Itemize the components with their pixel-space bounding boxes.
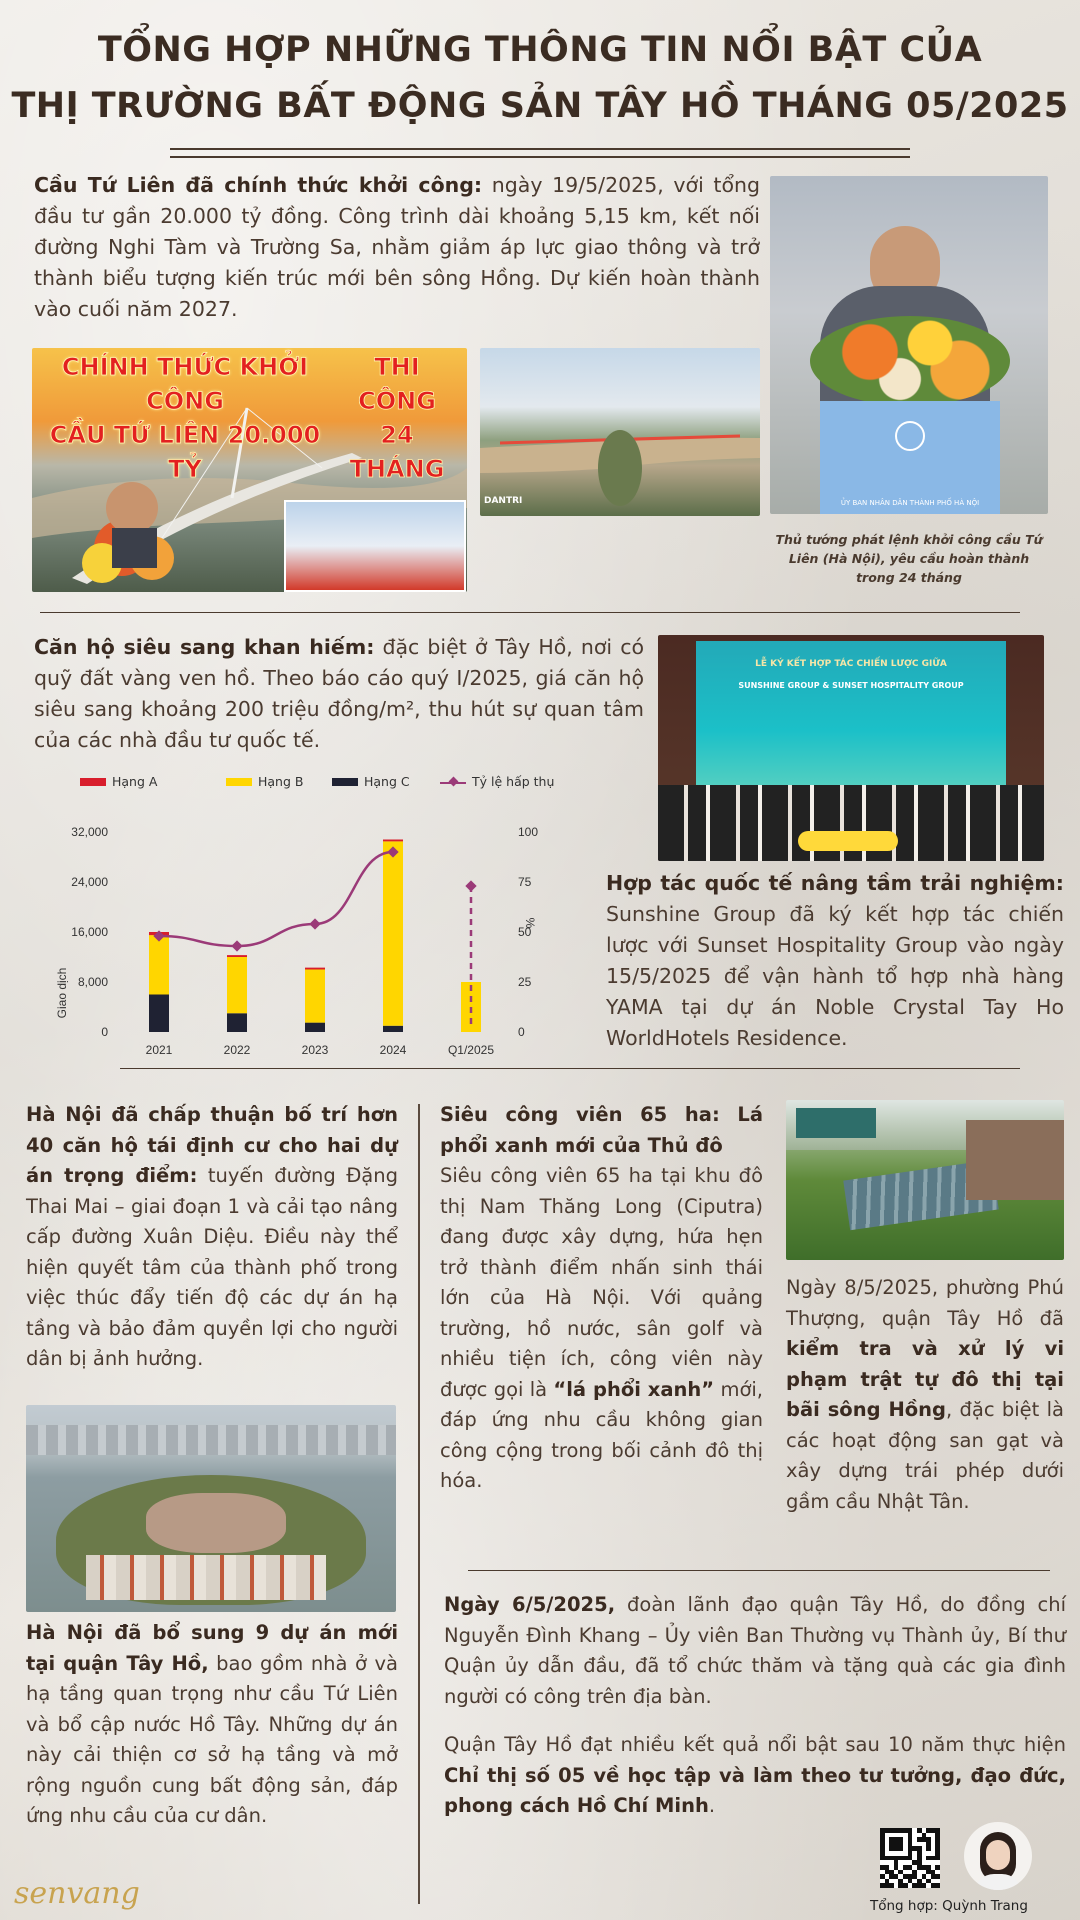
section-new-projects xyxy=(26,1618,398,1832)
banner-line2: CẦU TỨ LIÊN 20.000 TỶ xyxy=(49,421,321,483)
page-title-line2: THỊ TRƯỜNG BẤT ĐỘNG SẢN TÂY HỒ THÁNG 05/2025 xyxy=(11,86,1069,126)
title-divider-top xyxy=(170,148,910,150)
section-body-end: mới, đáp ứng nhu cầu không gian công cộng trong bối cảnh đô thị hóa. xyxy=(440,1377,763,1492)
legend-label-b: Hạng B xyxy=(258,774,304,789)
chart-plot xyxy=(40,788,600,1078)
x-tick-label: 2021 xyxy=(145,1043,173,1057)
transaction-chart xyxy=(40,768,600,1068)
y2-tick-label: 25 xyxy=(518,975,532,989)
section-body: Siêu công viên 65 ha tại khu đô thị Nam Thăng Long (Ciputra) đang được xây dựng, hứa hẹn trở thành điểm nhấn sinh thái lớn của Hà Nội. Với quảng trường, hồ nước, sân golf và nhiều tiện ích, công viên này được gọi là xyxy=(440,1164,763,1401)
qr-code[interactable] xyxy=(880,1828,940,1888)
legend-label-line: Tỷ lệ hấp thụ xyxy=(472,774,555,789)
ceremony-inset-photo xyxy=(284,500,466,592)
section-highlight: “lá phổi xanh” xyxy=(553,1377,715,1401)
flower-arrangement xyxy=(810,316,1010,406)
legend-label-c: Hạng C xyxy=(364,774,410,789)
page-title-line1: TỔNG HỢP NHỮNG THÔNG TIN NỔI BẬT CỦA xyxy=(97,30,983,70)
senvang-logo: senvang xyxy=(14,1876,140,1911)
event-title: LỄ KÝ KẾT HỢP TÁC CHIẾN LƯỢC GIỮA xyxy=(755,659,947,669)
absorption-rate-point xyxy=(231,940,242,951)
qr-module xyxy=(935,1856,940,1861)
qr-module xyxy=(889,1883,894,1888)
section-lead: Hà Nội đã bổ sung 9 dự án mới tại quận Tây Hồ, xyxy=(26,1621,398,1675)
demolition-site-photo xyxy=(786,1100,1064,1260)
section-directive-05 xyxy=(444,1730,1066,1822)
section-body: bao gồm nhà ở và hạ tầng quan trọng như cầu Tứ Liên và bổ cập nước Hồ Tây. Những dự án này cải thiện cơ sở hạ tầng và mở rộng nguồn cung bất động sản, đáp ứng nhu cầu của cư dân. xyxy=(26,1651,398,1827)
absorption-rate-line xyxy=(159,852,393,946)
section-lead: Hà Nội đã chấp thuận bố trí hơn 40 căn hộ tái định cư cho hai dự án trọng điểm: xyxy=(26,1103,398,1187)
y-tick-label: 24,000 xyxy=(71,875,108,889)
author-avatar xyxy=(964,1822,1032,1890)
absorption-rate-point xyxy=(465,880,476,891)
x-tick-label: 2024 xyxy=(379,1043,407,1057)
section-lead: Siêu công viên 65 ha: Lá phổi xanh mới của Thủ đô xyxy=(440,1103,763,1157)
section-super-park xyxy=(440,1100,763,1497)
y2-tick-label: 50 xyxy=(518,925,532,939)
bar-hạng-c xyxy=(149,995,169,1033)
banner-right2: 24 THÁNG xyxy=(349,421,445,483)
section-body: đặc biệt ở Tây Hồ, nơi có quỹ đất vàng ven hồ. Theo báo cáo quý I/2025, giá căn hộ siêu sang khoảng 200 triệu đồng/m², thu hút sự quan tâm của các nhà đầu tư quốc tế. xyxy=(34,635,645,752)
section-lead: Cầu Tứ Liên đã chính thức khởi công: xyxy=(34,173,483,197)
section-body: Sunshine Group đã ký kết hợp tác chiến lược với Sunset Hospitality Group vào ngày 15/5/2025 để vận hành tổ hợp nhà hàng YAMA tại dự án Noble Crystal Tay Ho WorldHotels Residence. xyxy=(606,902,1064,1050)
event-screen xyxy=(696,641,1006,791)
section-body: tuyến đường Đặng Thai Mai – giai đoạn 1 và cải tạo nâng cấp đường Xuân Diệu. Điều này thể hiện quyết tâm của thành phố trong việc thúc đẩy tiến độ các dự án hạ tầng và bảo đảm quyền lợi cho người dân bị ảnh hưởng. xyxy=(26,1164,398,1370)
y-axis-label: Giao dịch xyxy=(55,967,69,1019)
bar-hạng-b xyxy=(227,957,247,1013)
x-tick-label: 2023 xyxy=(301,1043,329,1057)
photo-caption: Thủ tướng phát lệnh khởi công cầu Tứ Liên (Hà Nội), yêu cầu hoàn thành trong 24 tháng xyxy=(775,532,1043,585)
absorption-rate-point xyxy=(309,918,320,929)
section-body-end: , đặc biệt là các hoạt động san gạt và xây dựng trái phép dưới gầm cầu Nhật Tân. xyxy=(786,1398,1065,1513)
legend-label-a: Hạng A xyxy=(112,774,158,789)
section-district-visit xyxy=(444,1590,1066,1712)
section-highlight: Chỉ thị số 05 về học tập và làm theo tư tưởng, đạo đức, phong cách Hồ Chí Minh xyxy=(444,1763,1066,1817)
banner-right1: THI CÔNG xyxy=(358,353,436,415)
section-lead: Hợp tác quốc tế nâng tầm trải nghiệm: xyxy=(606,871,1064,895)
section-divider xyxy=(468,1570,1050,1571)
bar-hạng-a xyxy=(227,955,247,957)
legend-swatch-c xyxy=(332,778,358,786)
bar-hạng-b xyxy=(149,935,169,994)
section-lead: Ngày 6/5/2025, xyxy=(444,1593,616,1616)
podium xyxy=(820,401,1000,514)
section-international-partnership xyxy=(606,868,1064,1054)
event-subtitle: SUNSHINE GROUP & SUNSET HOSPITALITY GROUP xyxy=(738,681,964,690)
bar-hạng-b xyxy=(383,841,403,1025)
section-urban-violation xyxy=(786,1273,1064,1517)
podium-text: ỦY BAN NHÂN DÂN THÀNH PHỐ HÀ NỘI xyxy=(840,499,980,507)
legend-swatch-a xyxy=(80,778,106,786)
section-highlight: kiểm tra và xử lý vi phạm trật tự đô thị tại bãi sông Hồng xyxy=(786,1337,1064,1421)
qr-module xyxy=(898,1846,903,1851)
section-body: đoàn lãnh đạo quận Tây Hồ, do đồng chí Nguyễn Đình Khang – Ủy viên Ban Thường vụ Thành ủy, Bí thư Quận ủy dẫn đầu, đã tổ chức thăm và tặng quà các gia đình người có công trên địa bàn. xyxy=(444,1593,1066,1708)
y-tick-label: 16,000 xyxy=(71,925,108,939)
title-divider-bottom xyxy=(170,156,910,158)
y2-tick-label: 75 xyxy=(518,875,532,889)
qr-module xyxy=(935,1865,940,1870)
section-resettlement xyxy=(26,1100,398,1375)
y2-axis-label: % xyxy=(523,917,537,929)
bridge-groundbreaking-banner xyxy=(32,348,467,592)
section-divider xyxy=(120,1068,1020,1069)
section-body-end: . xyxy=(708,1794,716,1817)
y-tick-label: 8,000 xyxy=(77,975,108,989)
prime-minister-photo xyxy=(770,176,1048,514)
bar-hạng-a xyxy=(305,968,325,970)
river-illustration xyxy=(480,348,760,516)
bar-hạng-c xyxy=(305,1023,325,1032)
qr-module xyxy=(926,1846,931,1851)
y-tick-label: 32,000 xyxy=(71,825,108,839)
sunshine-signing-photo xyxy=(658,635,1044,861)
bar-hạng-c xyxy=(383,1026,403,1032)
section-tu-lien-bridge xyxy=(34,170,760,325)
aerial-river-photo xyxy=(480,348,760,516)
section-body: ngày 19/5/2025, với tổng đầu tư gần 20.000 tỷ đồng. Công trình dài khoảng 5,15 km, kết nối đường Nghi Tàm và Trường Sa, nhằm giảm áp lực giao thông và trở thành biểu tượng kiến trúc mới bên sông Hồng. Dự kiến hoàn thành vào cuối năm 2027. xyxy=(34,173,760,321)
section-lead: Căn hộ siêu sang khan hiếm: xyxy=(34,635,375,659)
west-lake-aerial-photo xyxy=(26,1405,396,1612)
qr-module xyxy=(922,1883,927,1888)
column-divider xyxy=(418,1104,420,1904)
y2-tick-label: 100 xyxy=(518,825,539,839)
qr-module xyxy=(903,1883,908,1888)
bar-hạng-c xyxy=(227,1013,247,1032)
y2-tick-label: 0 xyxy=(518,1025,525,1039)
bar-hạng-a xyxy=(383,840,403,842)
banner-line1: CHÍNH THỨC KHỞI CÔNG xyxy=(61,353,309,415)
bar-hạng-b xyxy=(305,970,325,1023)
legend-swatch-b xyxy=(226,778,252,786)
x-tick-label: 2022 xyxy=(223,1043,251,1057)
author-credit: Tổng hợp: Quỳnh Trang xyxy=(870,1898,1028,1914)
photo-watermark: DANTRI xyxy=(484,496,523,506)
x-tick-label: Q1/2025 xyxy=(447,1043,495,1057)
section-body: Ngày 8/5/2025, phường Phú Thượng, quận Tây Hồ đã xyxy=(786,1276,1064,1330)
qr-module xyxy=(935,1883,940,1888)
section-body: Quận Tây Hồ đạt nhiều kết quả nổi bật sau 10 năm thực hiện xyxy=(444,1733,1066,1756)
section-divider xyxy=(40,612,1020,613)
qr-module xyxy=(935,1874,940,1879)
y-tick-label: 0 xyxy=(101,1025,108,1039)
section-luxury-apartments xyxy=(34,632,644,756)
